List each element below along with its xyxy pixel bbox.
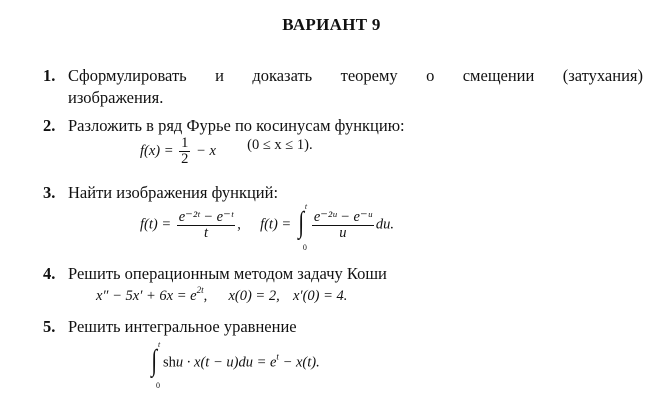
integral-upper-limit: t xyxy=(304,202,308,211)
fraction-numerator: 1 xyxy=(181,135,189,151)
fraction xyxy=(179,136,190,167)
formula-tail: du. xyxy=(375,216,394,233)
formula-lhs: f(x) = xyxy=(140,142,178,159)
fraction xyxy=(312,210,374,241)
formula-rest: − x xyxy=(192,142,216,159)
exponent: t xyxy=(276,351,279,362)
task-number: 4. xyxy=(43,264,56,283)
formula-lhs: f(t) = xyxy=(260,216,295,233)
variant-title: ВАРИАНТ 9 xyxy=(282,15,381,34)
task-text: Найти изображения функций: xyxy=(68,183,279,202)
task-number: 5. xyxy=(43,317,56,336)
fraction-denominator: 2 xyxy=(181,151,189,167)
task-text: изображения. xyxy=(68,88,164,107)
integral-upper-limit: t xyxy=(158,340,161,349)
cauchy-formula: $x'' - 5x' + 6x = e^{2t}$, x(0) = 2, x′(0) = 4. xyxy=(96,285,348,304)
integral-lower-limit: 0 xyxy=(302,243,307,252)
task-text: Разложить в ряд Фурье по косинусам функцию: xyxy=(68,116,405,135)
equation-body: u · x(t − u)du = e xyxy=(175,354,277,371)
formula-lhs: f(t) = xyxy=(140,216,175,233)
fraction-denominator: t xyxy=(177,225,235,241)
task-text: Решить операционным методом задачу Коши xyxy=(68,264,387,283)
exponent: 2t xyxy=(196,285,204,295)
fraction-denominator: u xyxy=(312,225,374,241)
task-number: 3. xyxy=(43,183,56,202)
separator: , xyxy=(237,216,241,233)
fraction-numerator: e⁻²ᵗ − e⁻ᵗ xyxy=(178,208,234,225)
integral-lower-limit: 0 xyxy=(156,381,160,390)
equation-tail: − x(t). xyxy=(278,354,320,371)
initial-condition: x′(0) = 4. xyxy=(292,288,348,304)
initial-condition: x(0) = 2, xyxy=(228,288,280,304)
integral-sign: ∫ t 0 xyxy=(298,202,308,252)
task-number: 2. xyxy=(43,116,56,135)
formula-domain: (0 ≤ x ≤ 1). xyxy=(247,136,313,153)
integral-equation xyxy=(148,340,320,390)
task-number: 1. xyxy=(43,66,56,85)
image-formulas xyxy=(140,202,394,252)
equation: x″ − 5x′ + 6x = e xyxy=(96,288,197,304)
fraction xyxy=(177,210,235,241)
integral-sign: ∫ t 0 xyxy=(151,340,161,390)
sh-function: sh xyxy=(163,354,176,371)
task-text: Решить интегральное уравнение xyxy=(68,317,297,336)
fraction-numerator: e⁻²ᵘ − e⁻ᵘ xyxy=(313,208,372,225)
task-text: Сформулировать и доказать теорему о смещении (затухания) xyxy=(68,66,643,85)
fourier-formula xyxy=(140,136,313,167)
